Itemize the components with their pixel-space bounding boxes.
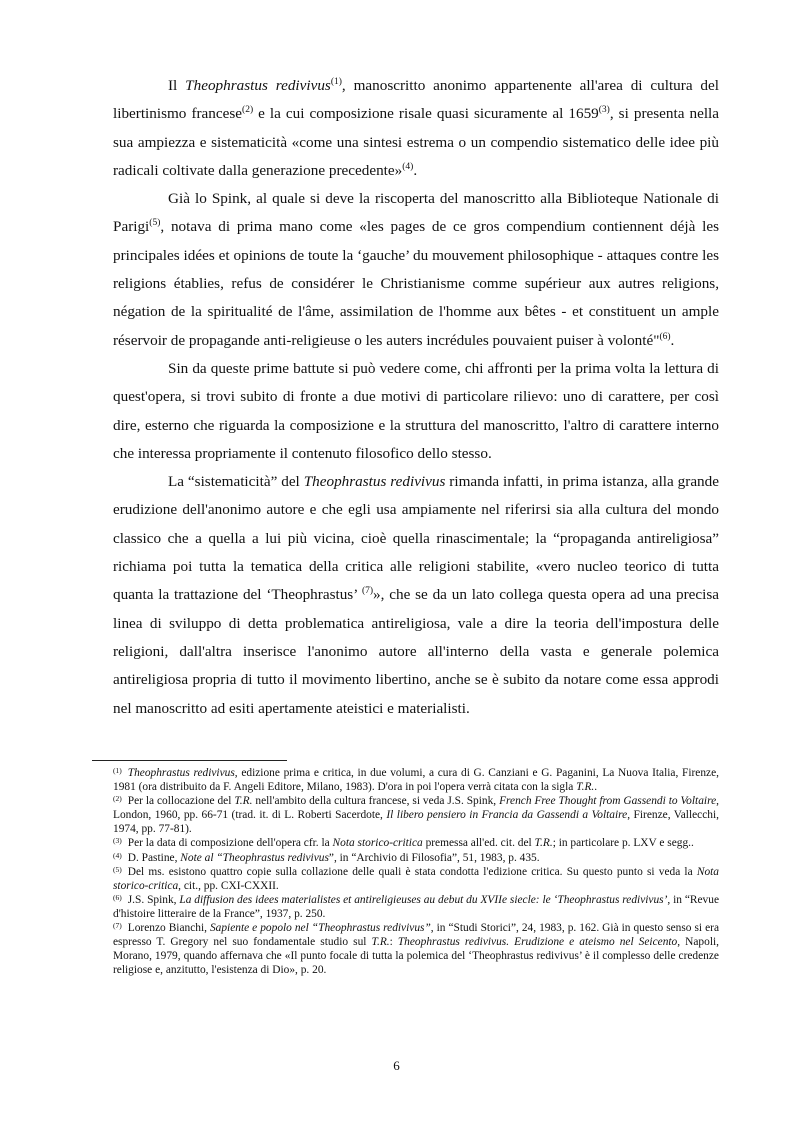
italic-text: Nota storico-critica <box>113 865 719 892</box>
italic-text: Theophrastus redivivus. Erudizione e ateismo nel Seicento <box>397 936 678 949</box>
text-run: Lorenzo Bianchi, <box>127 922 210 935</box>
italic-text: Il libero pensiero in Francia da Gassendi a Voltaire <box>386 809 628 822</box>
text-run: , in “Revue d'histoire litteraire de la France”, 1937, p. 250. <box>113 893 720 920</box>
text-run: Il <box>168 77 186 94</box>
footnote-marker: (2) <box>113 794 122 804</box>
text-run: , edizione prima e critica, in due volumi, a cura di G. Canziani e G. Paganini, La Nuova Italia, Firenze, 1981 (ora distribuito da F. Angeli Editore, Milano, 1983). D'ora in poi l'opera verrà citata con la sigla <box>113 767 720 794</box>
footnote-marker: (6) <box>113 892 122 902</box>
text-run: . <box>413 161 418 179</box>
text-run: , Firenze, Vallecchi, 1974, pp. 77-81). <box>113 809 720 836</box>
italic-text: La diffusion des idees materialistes et antireligieuses au debut du XVIIe siecle: le ‘Theophrastus redivivus’ <box>179 893 668 906</box>
body-paragraph <box>113 355 719 468</box>
italic-text: T.R. <box>234 795 253 808</box>
text-run: , cit., pp. CXI-CXXII. <box>178 879 279 892</box>
body-paragraph <box>113 72 719 185</box>
footnote-ref[interactable]: (7) <box>361 586 374 597</box>
text-run: e la cui composizione risale quasi sicuramente al 1659 <box>253 105 599 123</box>
text-run: . <box>594 781 598 794</box>
italic-text: T.R. <box>576 781 595 794</box>
text-run: Già lo Spink, al quale si deve la riscoperta del manoscritto alla Biblioteque Nationale di Parigi <box>113 190 719 236</box>
italic-text: T.R. <box>371 936 390 949</box>
text-run: ”, in “Archivio di Filosofia”, 51, 1983, p. 435. <box>328 851 540 864</box>
footnote-ref[interactable]: (2) <box>242 105 254 116</box>
text-run: Per la data di composizione dell'opera cfr. la <box>127 837 333 850</box>
footnote-marker: (1) <box>113 766 122 775</box>
text-run: nell'ambito della cultura francese, si veda J.S. Spink, <box>252 795 500 808</box>
page-number: 6 <box>393 1058 400 1073</box>
footnote <box>113 766 719 794</box>
footnote-ref[interactable]: (5) <box>149 218 161 229</box>
footnote <box>113 851 719 865</box>
footnote-ref[interactable]: (6) <box>659 331 671 342</box>
footnote-ref[interactable]: (3) <box>598 105 610 116</box>
italic-text: Theophrastus redivivus <box>185 77 331 94</box>
text-run: Sin da queste prime battute si può vedere come, chi affronti per la prima volta la lettura di quest'opera, si trovi subito di fronte a due motivi di particolare rilievo: uno di carattere, per così dire, esterno che riguarda la composizione e la struttura del manoscritto, l'altro di carattere interno che interessa propriamente il contenuto filosofico dello stesso. <box>113 359 719 462</box>
italic-text: Note al “Theophrastus redivivus <box>180 851 329 864</box>
body-paragraph <box>113 185 719 355</box>
text-run: », che se da un lato collega questa opera ad una precisa linea di sviluppo di detta problematica antireligiosa, vale a dire la teoria dell'impostura delle religioni, dall'altra inserisce l'anonimo autore all'interno della vasta e generale polemica antireligiosa propria di tutto il movimento libertino, anche se è subito da notare come essa approdi nel manoscritto ad esiti apertamente ateistici e materialisti. <box>113 586 719 717</box>
footnote <box>113 921 719 977</box>
text-run: Per la collocazione del <box>127 795 235 808</box>
italic-text: Nota storico-critica <box>332 837 423 850</box>
text-run: . <box>670 331 675 349</box>
italic-text: Theophrastus redivivus <box>303 473 446 491</box>
footnote-separator <box>92 760 287 761</box>
italic-text: T.R. <box>534 837 553 850</box>
text-run: ; in particolare p. LXV e segg.. <box>552 837 694 850</box>
text-run: : <box>389 936 398 949</box>
text-run: rimanda infatti, in prima istanza, alla grande erudizione dell'anonimo autore e che egli usa ampiamente nel riferirsi sia alla cultura del mondo classico che a quella a lui più vicina, cioè quella rinascimentale; la “propaganda antireligiosa” richiama poi tutta la tematica della critica alle religioni stabilite, «vero nucleo teorico di tutta quanta la trattazione del ‘Theophrastus’ <box>113 473 719 604</box>
footnote-marker: (3) <box>113 836 122 846</box>
text-run: , si presenta nella sua ampiezza e sistematicità «come una sintesi estrema o un compendio sistematico delle idee più radicali coltivate dalla generazione precedente» <box>113 105 720 179</box>
footnote <box>113 836 719 850</box>
footnote-marker: (7) <box>113 921 122 931</box>
text-run: J.S. Spink, <box>127 893 180 906</box>
main-text <box>113 72 719 723</box>
text-run: premessa all'ed. cit. del <box>422 837 535 850</box>
text-run: , notava di prima mano come «les pages de ce gros compendium contiennent déjà les principales idées et opinions de toute la ‘gauche’ du mouvement philosophique - attaques contre les religions établies, refus de considérer le Christianisme comme supérieur aux autres religions, négation de la spiritualité de l'âme, assimilation de l'homme aux bêtes - et constituent un ample réservoir de propagande anti-religieuse o les auters incrédules pouvaient puiser à volonté" <box>113 218 719 349</box>
text-run: , Napoli, Morano, 1979, quando affernava che «Il punto focale di tutta la polemica del ‘Theophrastus redivivus’ è il complesso delle credenze religiose e, anzitutto, l'esistenza di Dio», p. 20. <box>113 936 720 977</box>
footnote-marker: (4) <box>113 850 122 860</box>
text-run: La “sistematicità” del <box>168 473 304 491</box>
body-paragraph <box>113 468 719 723</box>
footnote-marker: (5) <box>113 864 122 874</box>
footnote <box>113 893 719 921</box>
italic-text: Theophrastus redivivus <box>127 767 235 779</box>
text-run: , in “Studi Storici”, 24, 1983, p. 162. Già in questo senso si era espresso T. Gregory nel suo fondamentale studio sul <box>113 922 719 949</box>
text-run: , London, 1960, pp. 66-71 (trad. it. di L. Roberti Sacerdote, <box>113 795 719 822</box>
footnote <box>113 794 719 836</box>
footnote-ref[interactable]: (4) <box>402 161 414 172</box>
italic-text: Sapiente e popolo nel “Theophrastus redivivus” <box>209 922 431 935</box>
text-run: D. Pastine, <box>127 851 181 864</box>
footnotes <box>113 766 719 977</box>
text-run: Del ms. esistono quattro copie sulla collazione delle quali è stata condotta l'edizione critica. Su questo punto si veda la <box>127 865 697 878</box>
italic-text: French Free Thought from Gassendi to Voltaire <box>499 795 717 808</box>
text-run: , manoscritto anonimo appartenente all'area di cultura del libertinismo francese <box>113 77 719 123</box>
footnote <box>113 865 719 893</box>
footnote-ref[interactable]: (1) <box>330 77 342 87</box>
